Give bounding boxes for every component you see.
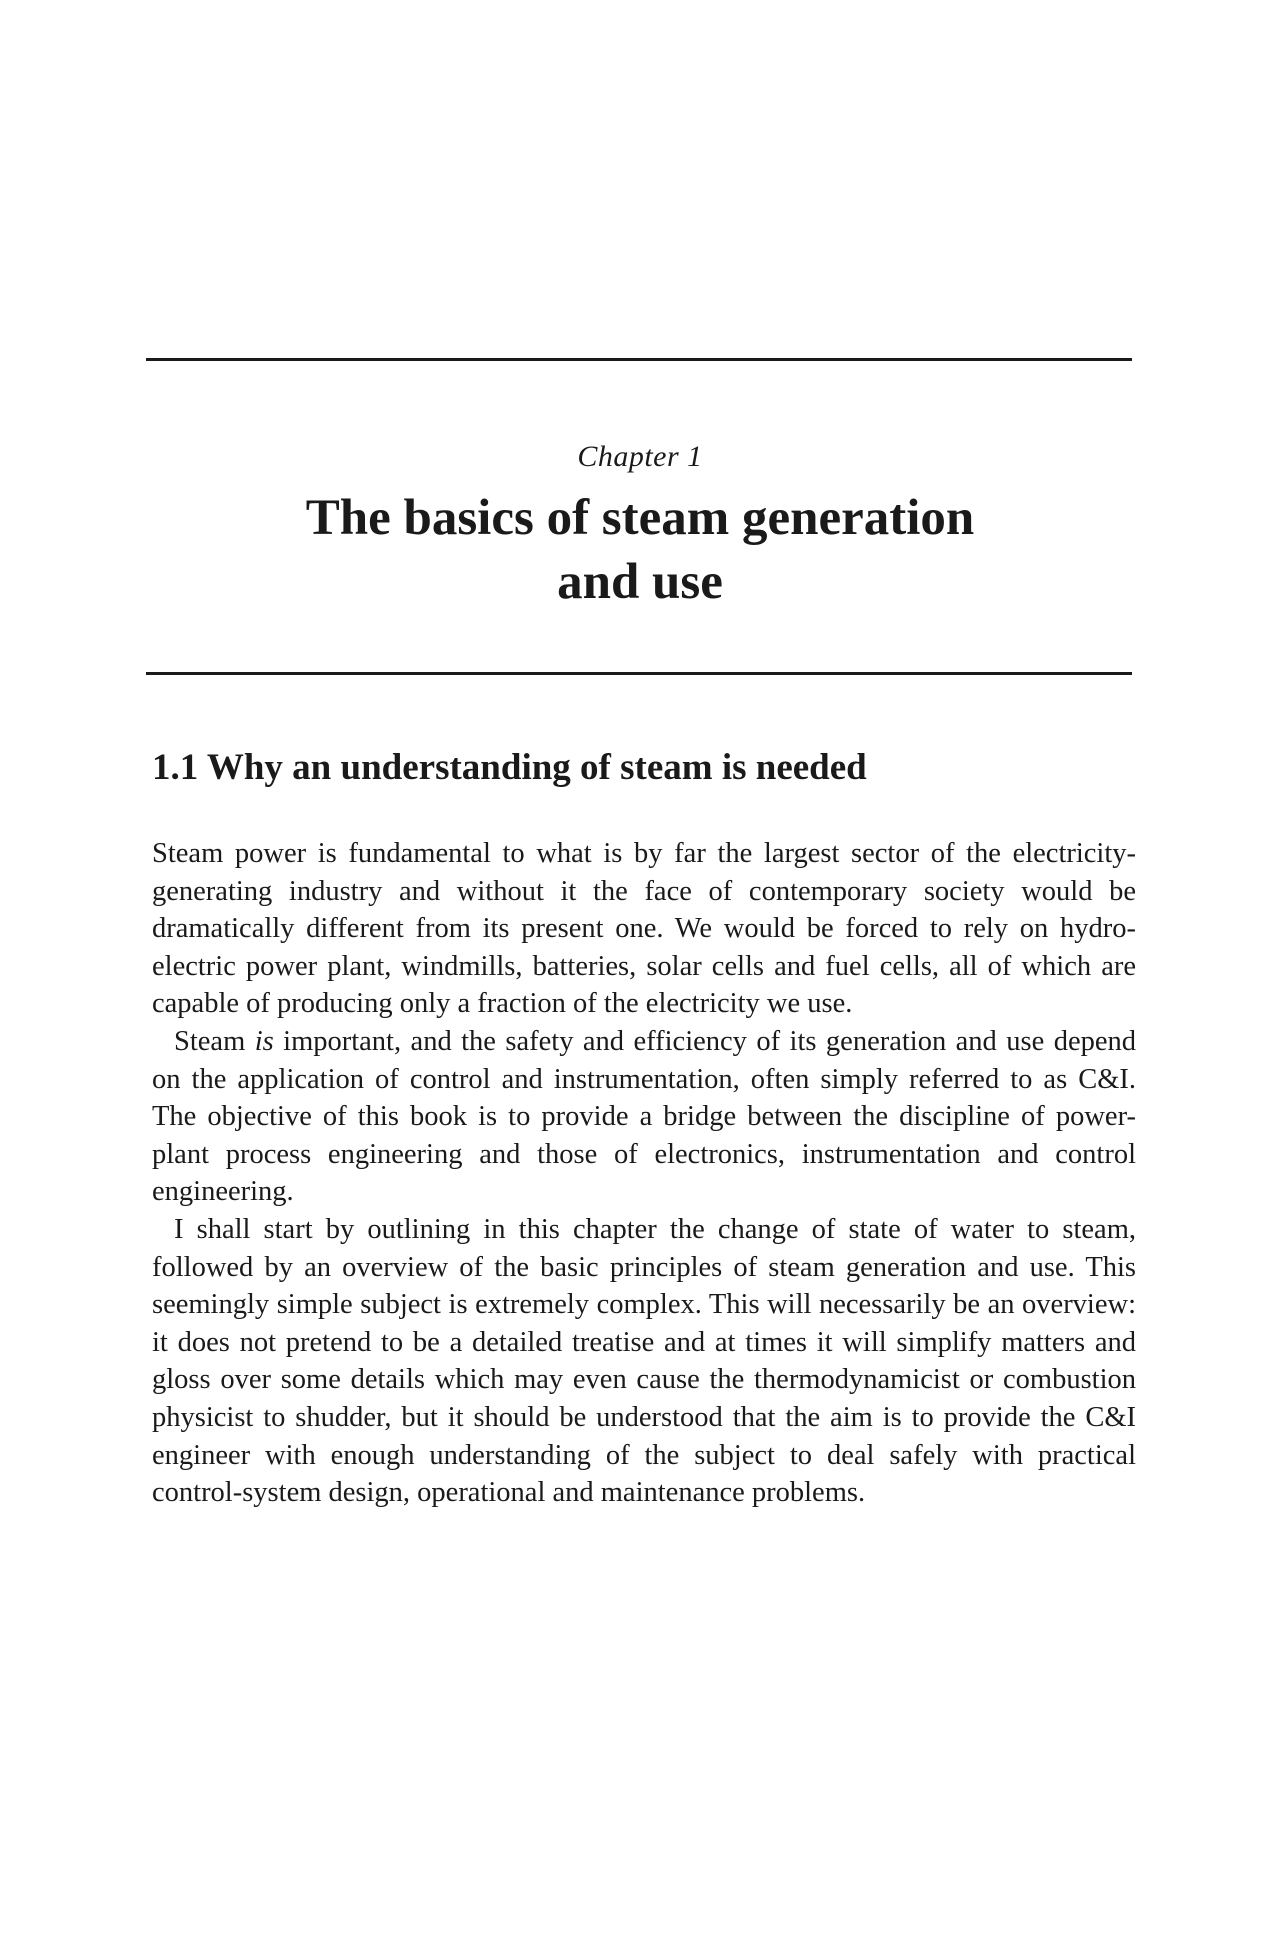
body-text [152,835,1136,1512]
bottom-rule [146,672,1132,675]
paragraph-1: Steam power is fundamental to what is by far the largest sector of the electricity-generating industry and without it the face of contemporary society would be dramatically different from its present one. We would be forced to rely on hydro-electric power plant, windmills, batteries, solar cells and fuel cells, all of which are capable of producing only a fraction of the electricity we use. [152,838,1136,1020]
chapter-title-line-2: and use [557,554,723,610]
chapter-title [0,486,1280,614]
section-heading: 1.1 Why an understanding of steam is needed [152,747,867,788]
top-rule [146,358,1132,361]
paragraph-2 [152,1023,1136,1211]
paragraph-3: I shall start by outlining in this chapter the change of state of water to steam, followed by an overview of the basic principles of steam generation and use. This seemingly simple subject is extremely complex. This will necessarily be an overview: it does not pretend to be a detailed treatise and at times it will simplify matters and gloss over some details which may even cause the thermodynamicist or combustion physicist to shudder, but it should be understood that the aim is to provide the C&I engineer with enough understanding of the subject to deal safely with practical control-system design, operational and maintenance problems. [152,1213,1136,1509]
paragraph-2-start: Steam [174,1025,255,1057]
paragraph-2-rest: important, and the safety and efficiency of its generation and use depend on the application of control and instrumentation, often simply referred to as C&I. The objective of this book is to provide a bridge between the discipline of power-plant process engineering and those of electronics, instrumentation and control engineering. [152,1025,1136,1208]
chapter-label: Chapter 1 [577,440,703,473]
paragraph-2-emphasis: is [254,1025,274,1057]
chapter-title-line-1: The basics of steam generation [305,490,975,546]
